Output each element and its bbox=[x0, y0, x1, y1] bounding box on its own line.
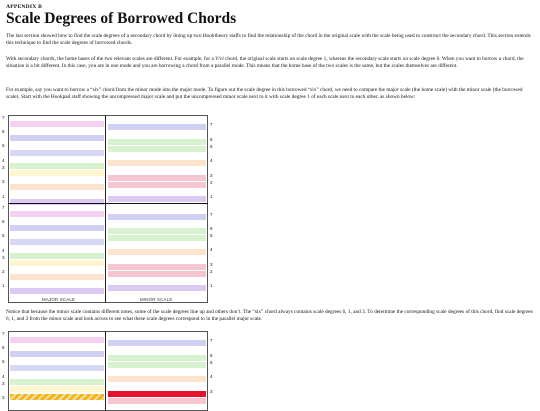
minor-degree-label: 6 bbox=[210, 226, 213, 231]
major-degree-label: 2 bbox=[2, 395, 5, 400]
major-degree-label: 2 bbox=[2, 269, 5, 274]
p2-chord-symbol: V/vi bbox=[215, 56, 224, 62]
minor-degree-label: 7 bbox=[210, 122, 213, 127]
minor-band-3-highlighted bbox=[108, 391, 206, 397]
major-band-4-lower bbox=[10, 253, 104, 259]
minor-band-1-upper bbox=[108, 196, 206, 202]
minor-band-5-upper bbox=[108, 146, 206, 152]
minor-degree-label: 3 bbox=[210, 389, 213, 394]
major-band-6-lower bbox=[10, 225, 104, 231]
major-band-4-upper bbox=[10, 163, 104, 169]
major-band-3-upper bbox=[10, 170, 104, 176]
minor-band-6-upper bbox=[108, 139, 206, 145]
minor-band-7 bbox=[108, 340, 206, 346]
major-degree-label: 5 bbox=[2, 359, 5, 364]
major-degree-label: 1 bbox=[2, 194, 5, 199]
major-degree-label: 3 bbox=[2, 381, 5, 386]
major-band-3 bbox=[10, 386, 104, 392]
minor-degree-label: 7 bbox=[210, 212, 213, 217]
minor-degree-label: 2 bbox=[210, 180, 213, 185]
six-chord-staff bbox=[2, 331, 213, 411]
major-degree-label: 7 bbox=[2, 331, 5, 336]
minor-degree-label: 4 bbox=[210, 247, 213, 252]
minor-band-6 bbox=[108, 355, 206, 361]
minor-degree-label: 4 bbox=[210, 374, 213, 379]
minor-band-3-lower bbox=[108, 264, 206, 270]
minor-band-3-upper bbox=[108, 175, 206, 181]
major-scale-caption: MAJOR SCALE bbox=[42, 297, 76, 302]
minor-band-4-lower bbox=[108, 249, 206, 255]
minor-degree-label: 4 bbox=[210, 158, 213, 163]
major-degree-label: 6 bbox=[2, 219, 5, 224]
page-title: Scale Degrees of Borrowed Chords bbox=[6, 10, 237, 27]
minor-band-1-lower bbox=[108, 285, 206, 291]
major-degree-label: 4 bbox=[2, 158, 5, 163]
p2-text-a: With secondary chords, the home bases of the two relevant scales are different. For example, for a bbox=[6, 56, 216, 62]
minor-band-2-upper bbox=[108, 182, 206, 188]
minor-scale-caption: MINOR SCALE bbox=[140, 297, 173, 302]
minor-degree-label: 3 bbox=[210, 173, 213, 178]
major-degree-label: 6 bbox=[2, 345, 5, 350]
major-band-5 bbox=[10, 365, 104, 371]
minor-band-2-lower bbox=[108, 271, 206, 277]
minor-band-5-lower bbox=[108, 235, 206, 241]
minor-band-4-upper bbox=[108, 160, 206, 166]
major-band-2-upper bbox=[10, 184, 104, 190]
major-degree-label: 4 bbox=[2, 374, 5, 379]
major-band-7 bbox=[10, 337, 104, 343]
major-band-7-lower bbox=[10, 211, 104, 217]
major-band-2-lower bbox=[10, 274, 104, 280]
minor-degree-label: 1 bbox=[210, 283, 213, 288]
minor-band-7-upper bbox=[108, 124, 206, 130]
major-degree-label: 7 bbox=[2, 115, 5, 120]
intro-paragraph: The last section showed how to find the scale degrees of a secondary chord by lining up two Hooktheory staffs to find the relationship of the chord in the original scale with the scale being used to construct the secondary chord. This section extends this technique to find the scale degrees of borrowed chords. bbox=[6, 33, 531, 47]
major-band-5-upper bbox=[10, 150, 104, 156]
p2-text-b: chord, the original scale starts on scale degree 1, whereas the secondary scale starts on scale degree 6. When you want to borrow a chord, the situation is a bit different. In this case, you are in one mode and you are borrowing a chord from a parallel mode. This means that the home base of the two scales is the same, but the scales themselves are different. bbox=[6, 56, 524, 70]
major-band-highlighted bbox=[10, 394, 104, 400]
minor-degree-label: 6 bbox=[210, 353, 213, 358]
minor-degree-label: 6 bbox=[210, 137, 213, 142]
minor-degree-label: 1 bbox=[210, 194, 213, 199]
major-degree-label: 2 bbox=[2, 179, 5, 184]
minor-band-5 bbox=[108, 362, 206, 368]
major-degree-label: 3 bbox=[2, 165, 5, 170]
appendix-label: APPENDIX B bbox=[6, 4, 43, 10]
scale-comparison-staff bbox=[2, 115, 213, 303]
major-degree-label: 3 bbox=[2, 255, 5, 260]
minor-degree-label: 7 bbox=[210, 338, 213, 343]
scale-divider bbox=[105, 331, 106, 411]
major-band-7-upper bbox=[10, 121, 104, 127]
octave-divider bbox=[8, 203, 208, 204]
major-band-4 bbox=[10, 379, 104, 385]
minor-band-4 bbox=[108, 376, 206, 382]
six-chord-paragraph: Notice that because the minor scale contains different notes, some of the scale degrees line up and others don’t. The “six” chord always contains scale degrees 6, 1, and 3. To determine the corresponding scale degrees of this chord, find scale degrees 6, 1, and 3 from the minor scale and look across to see what these scale degrees correspond to in the parallel major scale. bbox=[6, 309, 533, 323]
minor-band-2 bbox=[108, 398, 206, 404]
major-degree-label: 6 bbox=[2, 129, 5, 134]
major-degree-label: 7 bbox=[2, 205, 5, 210]
borrow-example-paragraph: For example, say you want to borrow a “six” chord from the minor mode into the major mode. To figure out the scale degree in this borrowed “six” chord, we need to compare the major scale (the home scale) with the minor scale (the borrowed scale). Start with the Hookpad staff showing the uncompressed major scale and put the uncompressed minor scale next to it with scale degree 1 of each scale next to each other, as shown below: bbox=[6, 87, 523, 101]
minor-degree-label: 2 bbox=[210, 269, 213, 274]
major-degree-label: 5 bbox=[2, 233, 5, 238]
minor-band-7-lower bbox=[108, 214, 206, 220]
major-band-5-lower bbox=[10, 239, 104, 245]
scale-divider bbox=[105, 115, 106, 303]
major-degree-label: 4 bbox=[2, 248, 5, 253]
major-degree-label: 1 bbox=[2, 283, 5, 288]
major-band-6-upper bbox=[10, 135, 104, 141]
major-band-6 bbox=[10, 351, 104, 357]
major-band-1-lower bbox=[10, 288, 104, 294]
major-band-3-lower bbox=[10, 260, 104, 266]
minor-degree-label: 5 bbox=[210, 360, 213, 365]
minor-band-6-lower bbox=[108, 228, 206, 234]
minor-degree-label: 5 bbox=[210, 233, 213, 238]
major-degree-label: 5 bbox=[2, 143, 5, 148]
minor-degree-label: 3 bbox=[210, 262, 213, 267]
secondary-chords-paragraph bbox=[6, 56, 534, 71]
minor-degree-label: 5 bbox=[210, 144, 213, 149]
